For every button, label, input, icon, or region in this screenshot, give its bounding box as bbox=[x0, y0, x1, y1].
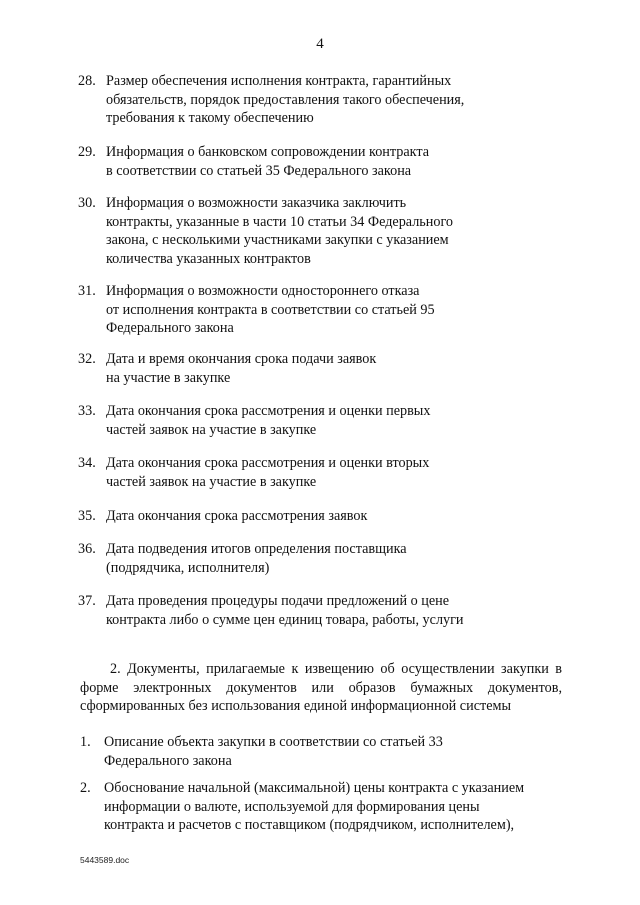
list-item-number: 33. bbox=[78, 403, 96, 419]
list-item bbox=[78, 282, 578, 338]
list-item bbox=[78, 72, 578, 128]
doc-list-item-number: 2. bbox=[80, 780, 91, 796]
list-item-text: Дата окончания срока рассмотрения и оценки первых частей заявок на участие в закупке bbox=[106, 403, 431, 438]
list-item-text: Дата подведения итогов определения поставщика (подрядчика, исполнителя) bbox=[106, 541, 407, 576]
list-item-text: Информация о возможности одностороннего отказа от исполнения контракта в соответствии со статьей 95 Федерального закона bbox=[106, 283, 435, 337]
doc-list-item bbox=[80, 779, 580, 835]
footer-filename: 5443589.doc bbox=[80, 855, 130, 865]
list-item-number: 30. bbox=[78, 195, 96, 211]
list-item-text: Дата окончания срока рассмотрения и оценки вторых частей заявок на участие в закупке bbox=[106, 455, 430, 490]
list-item-number: 35. bbox=[78, 508, 96, 524]
list-item-number: 32. bbox=[78, 351, 96, 367]
list-item-text: Размер обеспечения исполнения контракта, гарантийных обязательств, порядок предоставления такого обеспечения, требования к такому обеспечению bbox=[106, 73, 465, 127]
list-item-number: 36. bbox=[78, 541, 96, 557]
list-item bbox=[78, 540, 578, 577]
list-item bbox=[78, 143, 578, 180]
doc-list-item-text: Обоснование начальной (максимальной) цены контракта с указанием информации о валюте, используемой для формирования цены контракта и расчетов с поставщиком (подрядчиком, исполнителем), bbox=[104, 780, 525, 834]
list-item bbox=[78, 507, 578, 526]
list-item-text: Дата и время окончания срока подачи заявок на участие в закупке bbox=[106, 351, 377, 386]
list-item bbox=[78, 454, 578, 491]
list-item-text: Дата проведения процедуры подачи предложений о цене контракта либо о сумме цен единиц товара, работы, услуги bbox=[106, 593, 464, 628]
list-item-text: Информация о возможности заказчика заключить контракты, указанные в части 10 статьи 34 Федерального закона, с несколькими участниками закупки с указанием количества указанных контрактов bbox=[106, 195, 454, 267]
list-item-number: 29. bbox=[78, 144, 96, 160]
doc-list-item-number: 1. bbox=[80, 734, 91, 750]
list-item-number: 37. bbox=[78, 593, 96, 609]
list-item-text: Информация о банковском сопровождении контракта в соответствии со статьей 35 Федерального закона bbox=[106, 144, 430, 179]
list-item-number: 34. bbox=[78, 455, 96, 471]
doc-list-item bbox=[80, 733, 580, 770]
list-item bbox=[78, 402, 578, 439]
page-number: 4 bbox=[316, 36, 324, 52]
section-paragraph: 2. Документы, прилагаемые к извещению об осуществлении закупки в форме электронных документов или образов бумажных документов, сформированных без использования единой информационной системы bbox=[80, 661, 562, 715]
list-item-text: Дата окончания срока рассмотрения заявок bbox=[106, 508, 368, 524]
list-item bbox=[78, 592, 578, 629]
list-item bbox=[78, 350, 578, 387]
list-item bbox=[78, 194, 578, 268]
list-item-number: 28. bbox=[78, 73, 96, 89]
doc-list-item-text: Описание объекта закупки в соответствии со статьей 33 Федерального закона bbox=[104, 734, 443, 769]
list-item-number: 31. bbox=[78, 283, 96, 299]
